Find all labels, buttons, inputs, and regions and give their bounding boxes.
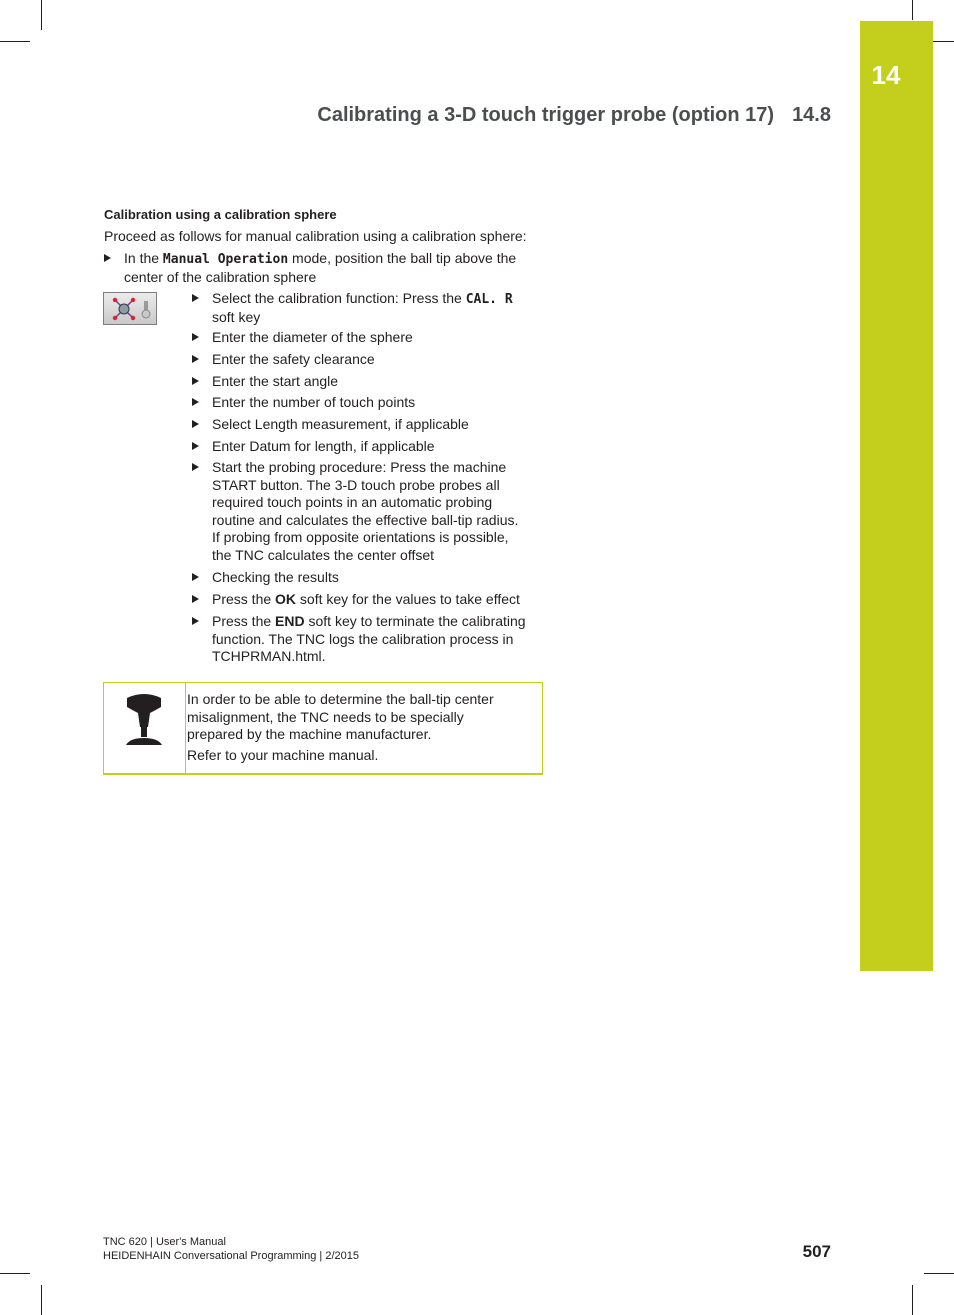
step-text: Enter the number of touch points [212, 394, 416, 410]
step-start-probing [212, 459, 552, 564]
chapter-tab [860, 21, 933, 971]
bullet-arrow-icon [192, 573, 199, 581]
running-header [300, 104, 831, 127]
step-text: In the [124, 250, 163, 266]
step-datum-length [212, 438, 552, 456]
note-text [187, 691, 537, 744]
step-text: Start the probing procedure: Press the machine [212, 459, 507, 475]
footer-manual-title: TNC 620 | User's Manual [103, 1236, 226, 1248]
step-text: START button. The 3-D touch probe probes all [212, 476, 500, 493]
step-text: Press the [212, 591, 276, 607]
page-number: 507 [802, 1242, 831, 1261]
note-line: misalignment, the TNC needs to be specially [187, 708, 464, 725]
probe-sphere-icon [104, 293, 156, 324]
end-keyword: END [275, 613, 305, 629]
step-length-measurement [212, 416, 552, 434]
step-text: Enter the diameter of the sphere [212, 329, 413, 345]
step-text: TCHPRMAN.html. [212, 648, 326, 664]
note-line: prepared by the machine manufacturer. [187, 726, 432, 742]
intro-paragraph: Proceed as follows for manual calibration using a calibration sphere: [104, 228, 527, 244]
note-box [103, 682, 543, 775]
note-divider [185, 683, 186, 773]
bullet-arrow-icon [192, 355, 199, 363]
bullet-arrow-icon [192, 333, 199, 341]
step-text: Checking the results [212, 569, 339, 585]
bullet-arrow-icon [192, 617, 199, 625]
crop-mark [0, 1273, 30, 1274]
bullet-arrow-icon [104, 254, 111, 262]
section-heading: Calibration using a calibration sphere [104, 207, 337, 222]
step-touch-points [212, 394, 552, 412]
step-text: mode, position the ball tip above the [288, 250, 517, 266]
step-text: Enter Datum for length, if applicable [212, 438, 435, 454]
note-reference: Refer to your machine manual. [187, 747, 379, 763]
bullet-arrow-icon [192, 398, 199, 406]
crop-mark [41, 0, 42, 30]
step-text: Enter the safety clearance [212, 351, 375, 367]
step-text: the TNC calculates the center offset [212, 546, 435, 563]
section-number: 14.8 [792, 104, 831, 126]
step-text: routine and calculates the effective ball-tip radius. [212, 511, 519, 528]
step-diameter [212, 329, 552, 347]
step-start-angle [212, 373, 552, 391]
step-check-results [212, 569, 552, 587]
step-text: Press the [212, 613, 276, 629]
crop-mark [41, 1285, 42, 1315]
step-text: center of the calibration sphere [124, 268, 317, 285]
footer-publication: HEIDENHAIN Conversational Programming | 2/2015 [103, 1250, 359, 1262]
machine-dependent-function-icon [124, 693, 164, 749]
calibrate-radius-softkey-icon [103, 292, 157, 325]
step-text: soft key to terminate the calibrating [304, 613, 526, 629]
step-press-ok [212, 591, 552, 609]
step-text: soft key for the values to take effect [296, 591, 520, 607]
note-line: In order to be able to determine the ball-tip center [187, 691, 494, 707]
step-press-end [212, 613, 552, 666]
bullet-arrow-icon [192, 463, 199, 471]
step-text: Select the calibration function: Press the [212, 290, 466, 306]
crop-mark [912, 1285, 913, 1315]
step-safety-clearance [212, 351, 552, 369]
crop-mark [0, 41, 30, 42]
step-text: function. The TNC logs the calibration process in [212, 630, 514, 647]
step-text: Enter the start angle [212, 373, 339, 389]
bullet-arrow-icon [192, 420, 199, 428]
cal-r-keyword: CAL. R [465, 292, 513, 307]
bullet-arrow-icon [192, 377, 199, 385]
step-text: required touch points in an automatic probing [212, 494, 493, 510]
step-text: Select Length measurement, if applicable [212, 416, 469, 432]
step-text: soft key [212, 308, 261, 325]
running-title: Calibrating a 3-D touch trigger probe (option 17) [317, 104, 775, 126]
crop-mark [912, 0, 913, 20]
step-select-calibration [212, 290, 552, 326]
bullet-arrow-icon [192, 595, 199, 603]
crop-mark [924, 1273, 954, 1274]
chapter-number: 14 [871, 60, 901, 90]
step-position-ball-tip [124, 250, 554, 286]
step-text: If probing from opposite orientations is possible, [212, 529, 509, 545]
manual-operation-keyword: Manual Operation [162, 252, 289, 267]
bullet-arrow-icon [192, 294, 199, 302]
ok-keyword: OK [275, 591, 297, 607]
bullet-arrow-icon [192, 442, 199, 450]
